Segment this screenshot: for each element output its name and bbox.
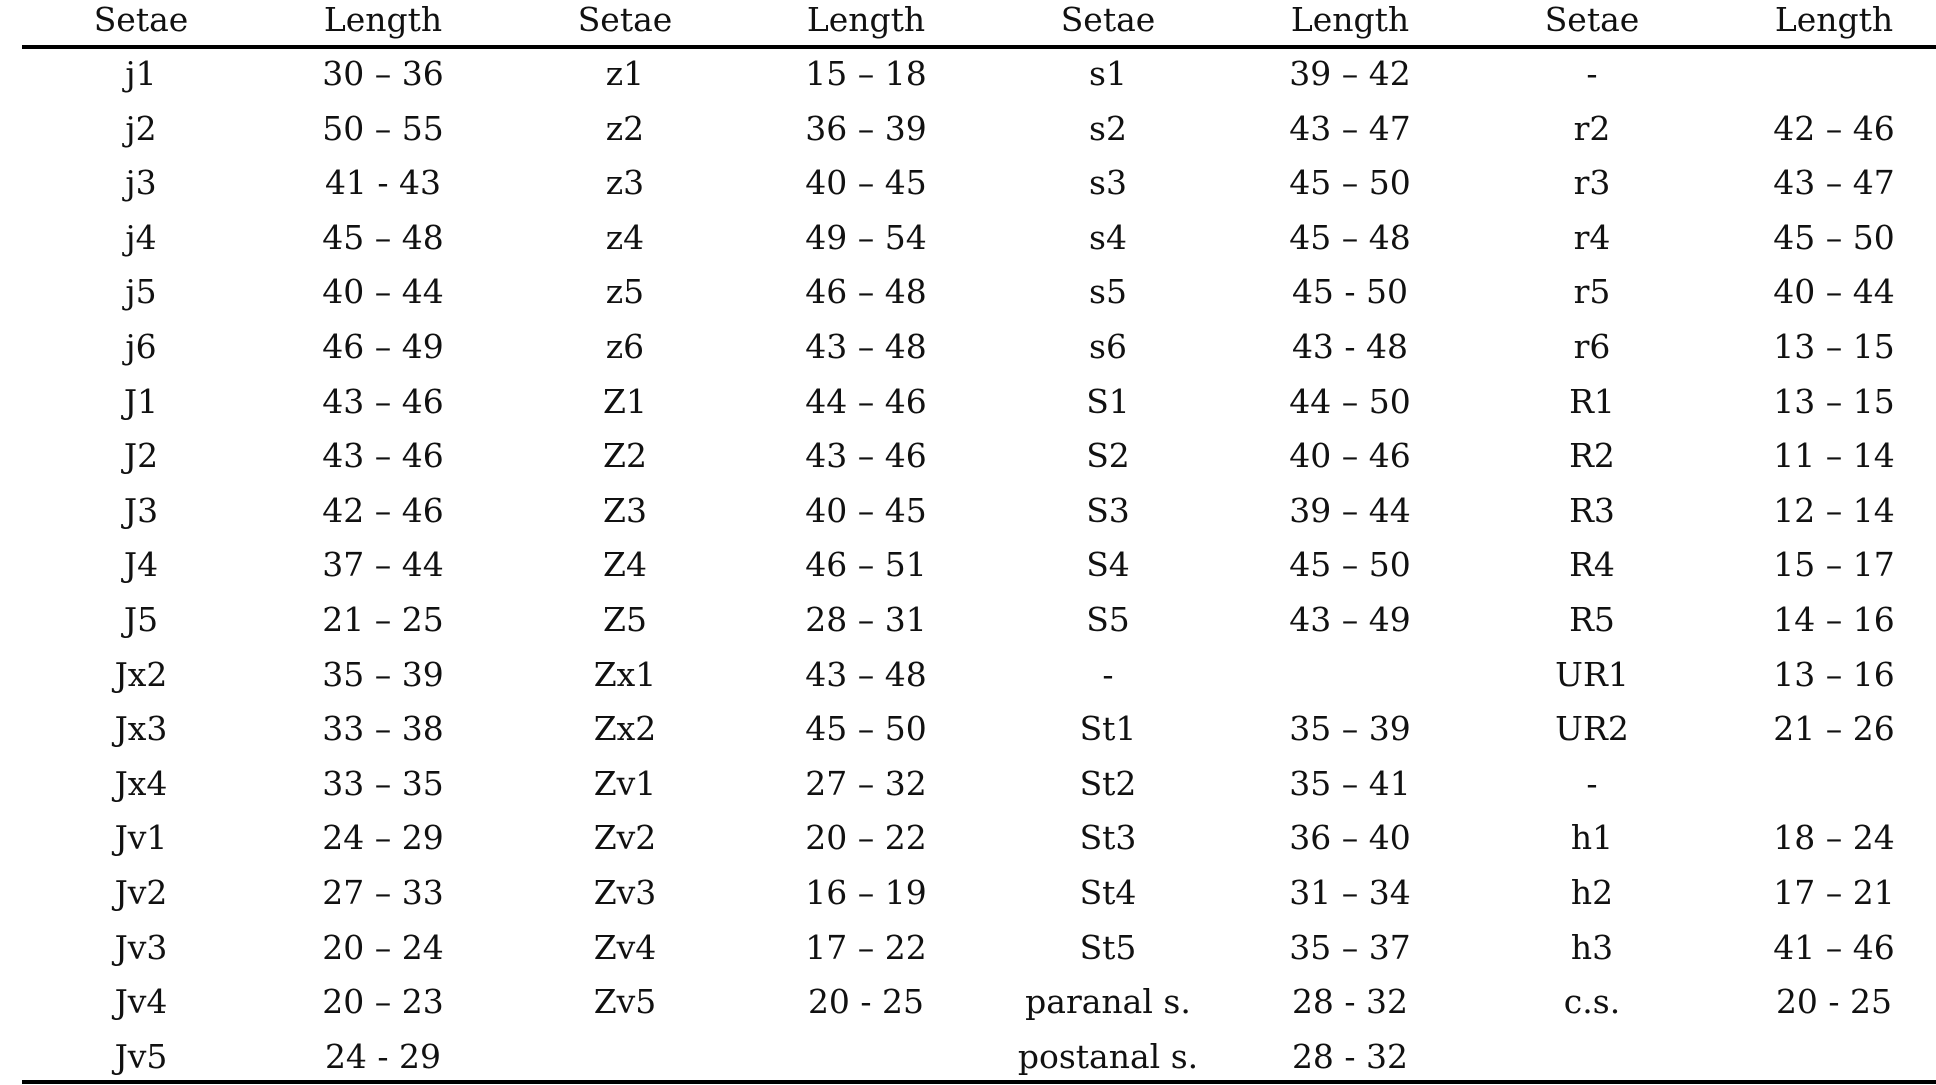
setae-cell: j4 bbox=[125, 217, 157, 257]
length-cell: 45 – 50 bbox=[1289, 545, 1411, 585]
length-cell: 46 – 48 bbox=[805, 272, 927, 312]
setae-cell: c.s. bbox=[1563, 982, 1621, 1022]
length-cell: 31 – 34 bbox=[1289, 873, 1411, 912]
length-cell: 28 - 32 bbox=[1291, 1036, 1409, 1076]
setae-cell: Z1 bbox=[603, 381, 647, 421]
length-cell: 46 – 49 bbox=[322, 327, 444, 366]
header-length: Length bbox=[323, 0, 443, 39]
setae-cell: St2 bbox=[1079, 763, 1137, 803]
setae-cell: Jx2 bbox=[114, 654, 168, 694]
length-cell: 18 – 24 bbox=[1773, 818, 1895, 858]
length-cell: 40 – 44 bbox=[322, 272, 444, 312]
setae-cell: Jv3 bbox=[114, 927, 168, 967]
setae-cell: j6 bbox=[125, 327, 157, 366]
setae-cell: j5 bbox=[125, 272, 157, 312]
length-cell: 20 – 23 bbox=[322, 982, 444, 1022]
setae-cell: r3 bbox=[1573, 163, 1611, 203]
length-cell: 40 – 46 bbox=[1289, 436, 1411, 476]
setae-cell: - bbox=[1102, 654, 1114, 694]
length-cell: 15 – 17 bbox=[1773, 545, 1895, 585]
setae-cell: - bbox=[1586, 763, 1598, 803]
length-cell: 28 – 31 bbox=[805, 600, 927, 639]
length-cell: 49 – 54 bbox=[805, 217, 927, 257]
setae-cell: J2 bbox=[123, 436, 159, 476]
setae-cell: Zv3 bbox=[593, 873, 657, 912]
length-cell: 20 - 25 bbox=[807, 982, 925, 1022]
setae-cell: h3 bbox=[1570, 927, 1614, 967]
length-cell: 13 – 15 bbox=[1773, 327, 1895, 366]
setae-cell: r4 bbox=[1573, 217, 1611, 257]
setae-cell: Z3 bbox=[603, 490, 647, 530]
setae-cell: s2 bbox=[1089, 108, 1127, 148]
setae-cell: z3 bbox=[605, 163, 645, 203]
setae-cell: Zv2 bbox=[593, 818, 657, 858]
length-cell: 40 – 45 bbox=[805, 490, 927, 530]
length-cell: 45 – 50 bbox=[1773, 217, 1895, 257]
setae-cell: r5 bbox=[1573, 272, 1611, 312]
setae-cell: Jv2 bbox=[114, 873, 168, 912]
length-cell: 43 – 49 bbox=[1289, 600, 1411, 639]
setae-cell: R4 bbox=[1569, 545, 1615, 585]
length-cell: 35 – 41 bbox=[1289, 763, 1411, 803]
setae-cell: Zv5 bbox=[593, 982, 657, 1022]
length-cell: 20 – 22 bbox=[805, 818, 927, 858]
header-length: Length bbox=[806, 0, 926, 39]
setae-cell: Z4 bbox=[603, 545, 647, 585]
length-cell: 42 – 46 bbox=[1773, 108, 1895, 148]
setae-cell: Jv4 bbox=[114, 982, 168, 1022]
length-cell: 39 – 44 bbox=[1289, 490, 1411, 530]
setae-cell: Z2 bbox=[603, 436, 647, 476]
setae-cell: J4 bbox=[123, 545, 159, 585]
setae-cell: z4 bbox=[605, 217, 645, 257]
length-cell: 43 – 46 bbox=[322, 436, 444, 476]
setae-cell: R1 bbox=[1569, 381, 1615, 421]
length-cell: 33 – 38 bbox=[322, 709, 444, 749]
length-cell: 50 – 55 bbox=[322, 108, 444, 148]
length-cell: 11 – 14 bbox=[1773, 436, 1895, 476]
setae-cell: Zv4 bbox=[593, 927, 657, 967]
setae-cell: J3 bbox=[123, 490, 159, 530]
setae-cell: R3 bbox=[1569, 490, 1615, 530]
setae-cell: Zv1 bbox=[593, 763, 657, 803]
length-cell: 21 – 26 bbox=[1773, 709, 1895, 749]
length-cell: 17 – 22 bbox=[805, 927, 927, 967]
setae-cell: Jx3 bbox=[114, 709, 168, 749]
length-cell: 42 – 46 bbox=[322, 490, 444, 530]
length-cell: 43 - 48 bbox=[1291, 327, 1409, 366]
bottom-rule bbox=[22, 1080, 1936, 1084]
setae-cell: s6 bbox=[1089, 327, 1127, 366]
setae-cell: S3 bbox=[1086, 490, 1130, 530]
length-cell: 20 – 24 bbox=[322, 927, 444, 967]
length-cell: 43 – 48 bbox=[805, 654, 927, 694]
length-cell: 28 - 32 bbox=[1291, 982, 1409, 1022]
setae-cell: z5 bbox=[605, 272, 645, 312]
setae-cell: Z5 bbox=[603, 600, 647, 639]
length-cell: 12 – 14 bbox=[1773, 490, 1895, 530]
setae-cell: R5 bbox=[1569, 600, 1615, 639]
length-cell: 36 – 39 bbox=[805, 108, 927, 148]
setae-cell: h2 bbox=[1570, 873, 1614, 912]
setae-cell: r2 bbox=[1573, 108, 1611, 148]
header-setae: Setae bbox=[577, 0, 673, 39]
length-cell: 37 – 44 bbox=[322, 545, 444, 585]
setae-cell: s3 bbox=[1089, 163, 1127, 203]
length-cell: 17 – 21 bbox=[1773, 873, 1895, 912]
length-cell: 13 – 15 bbox=[1773, 381, 1895, 421]
header-length: Length bbox=[1774, 0, 1894, 39]
length-cell: 45 – 48 bbox=[322, 217, 444, 257]
length-cell: 40 – 44 bbox=[1773, 272, 1895, 312]
setae-cell: j3 bbox=[125, 163, 157, 203]
length-cell: 35 – 39 bbox=[322, 654, 444, 694]
length-cell: 43 – 48 bbox=[805, 327, 927, 366]
setae-cell: St3 bbox=[1079, 818, 1137, 858]
length-cell: 27 – 33 bbox=[322, 873, 444, 912]
length-cell: 33 – 35 bbox=[322, 763, 444, 803]
length-cell: 45 - 50 bbox=[1291, 272, 1409, 312]
setae-cell: J5 bbox=[123, 600, 159, 639]
setae-cell: j1 bbox=[125, 54, 157, 93]
setae-cell: h1 bbox=[1570, 818, 1614, 858]
setae-cell: R2 bbox=[1569, 436, 1615, 476]
length-cell: 40 – 45 bbox=[805, 163, 927, 203]
length-cell: 41 - 43 bbox=[324, 163, 442, 203]
length-cell: 15 – 18 bbox=[805, 54, 927, 93]
header-setae: Setae bbox=[1060, 0, 1156, 39]
length-cell: 43 – 46 bbox=[805, 436, 927, 476]
length-cell: 35 – 37 bbox=[1289, 927, 1411, 967]
setae-cell: postanal s. bbox=[1017, 1036, 1199, 1076]
length-cell: 43 – 47 bbox=[1773, 163, 1895, 203]
length-cell: 24 – 29 bbox=[322, 818, 444, 858]
setae-cell: S4 bbox=[1086, 545, 1130, 585]
length-cell: 30 – 36 bbox=[322, 54, 444, 93]
length-cell: 45 – 50 bbox=[1289, 163, 1411, 203]
length-cell: 44 – 46 bbox=[805, 381, 927, 421]
setae-cell: z1 bbox=[605, 54, 645, 93]
setae-cell: Jv5 bbox=[114, 1036, 168, 1076]
length-cell: 44 – 50 bbox=[1289, 381, 1411, 421]
length-cell: 16 – 19 bbox=[805, 873, 927, 912]
setae-cell: s4 bbox=[1089, 217, 1127, 257]
length-cell: 45 – 50 bbox=[805, 709, 927, 749]
setae-cell: UR1 bbox=[1555, 654, 1629, 694]
length-cell: 39 – 42 bbox=[1289, 54, 1411, 93]
setae-cell: paranal s. bbox=[1025, 982, 1191, 1022]
setae-cell: S2 bbox=[1086, 436, 1130, 476]
length-cell: 35 – 39 bbox=[1289, 709, 1411, 749]
length-cell: 46 – 51 bbox=[805, 545, 927, 585]
setae-cell: z2 bbox=[605, 108, 645, 148]
header-setae: Setae bbox=[1544, 0, 1640, 39]
length-cell: 36 – 40 bbox=[1289, 818, 1411, 858]
length-cell: 43 – 47 bbox=[1289, 108, 1411, 148]
length-cell: 20 - 25 bbox=[1775, 982, 1893, 1022]
setae-cell: St1 bbox=[1079, 709, 1137, 749]
setae-cell: r6 bbox=[1573, 327, 1611, 366]
setae-cell: Jv1 bbox=[114, 818, 168, 858]
length-cell: 41 – 46 bbox=[1773, 927, 1895, 967]
setae-cell: St4 bbox=[1079, 873, 1137, 912]
length-cell: 13 – 16 bbox=[1773, 654, 1895, 694]
setae-cell: Zx1 bbox=[593, 654, 657, 694]
length-cell: 27 – 32 bbox=[805, 763, 927, 803]
setae-cell: s1 bbox=[1089, 54, 1127, 93]
setae-cell: - bbox=[1586, 54, 1598, 93]
setae-cell: Jx4 bbox=[114, 763, 168, 803]
setae-cell: St5 bbox=[1079, 927, 1137, 967]
length-cell: 14 – 16 bbox=[1773, 600, 1895, 639]
setae-cell: Zx2 bbox=[593, 709, 657, 749]
setae-cell: j2 bbox=[125, 108, 157, 148]
length-cell: 43 – 46 bbox=[322, 381, 444, 421]
header-rule bbox=[22, 45, 1936, 49]
setae-cell: J1 bbox=[123, 381, 159, 421]
setae-cell: S1 bbox=[1086, 381, 1130, 421]
length-cell: 24 - 29 bbox=[324, 1036, 442, 1076]
length-cell: 21 – 25 bbox=[322, 600, 444, 639]
header-setae: Setae bbox=[93, 0, 189, 39]
length-cell: 45 – 48 bbox=[1289, 217, 1411, 257]
setae-cell: s5 bbox=[1089, 272, 1127, 312]
setae-cell: UR2 bbox=[1555, 709, 1629, 749]
header-length: Length bbox=[1290, 0, 1410, 39]
setae-cell: z6 bbox=[605, 327, 645, 366]
setae-cell: S5 bbox=[1086, 600, 1130, 639]
